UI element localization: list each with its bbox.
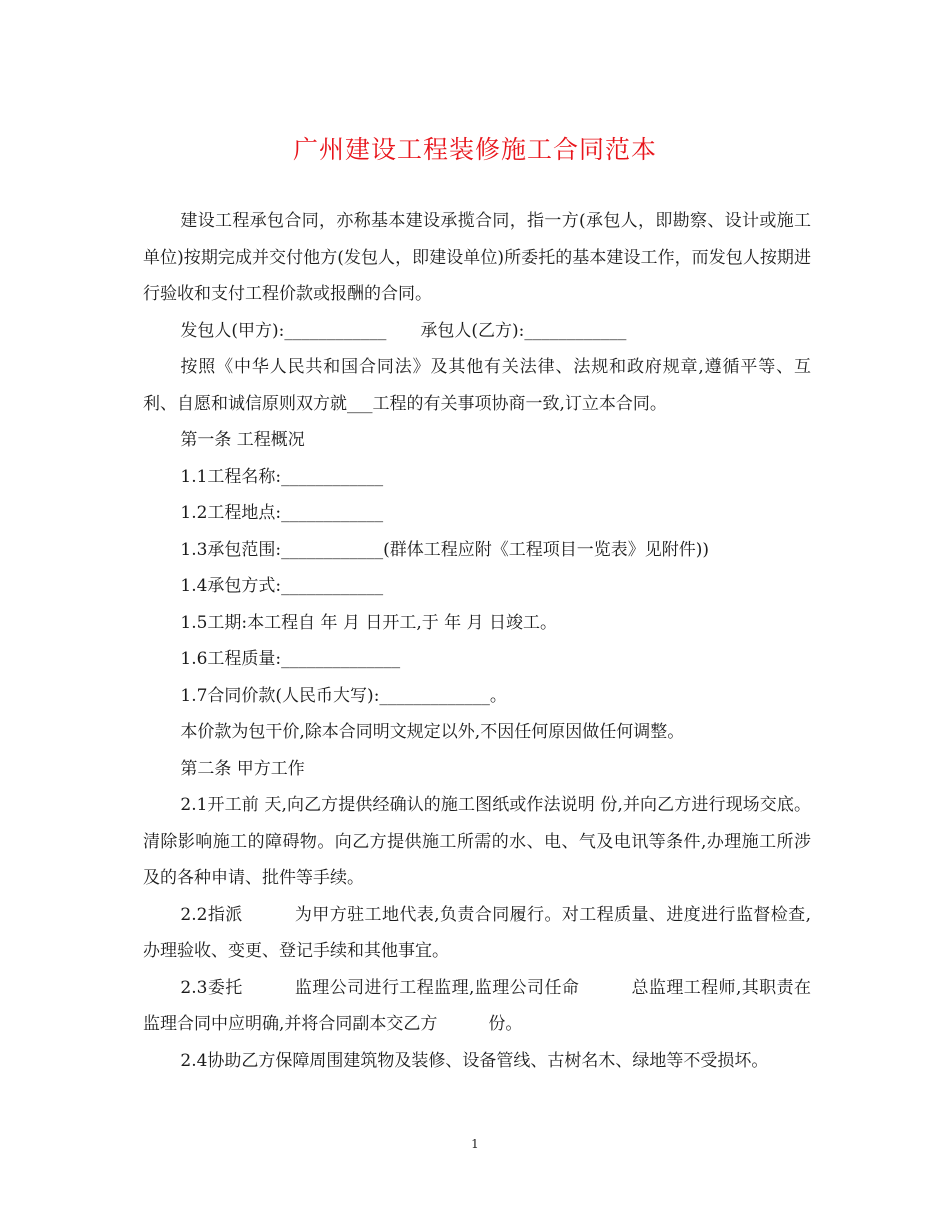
section-heading-2: 第二条 甲方工作	[180, 758, 305, 779]
clause-2-4: 2.4协助乙方保障周围建筑物及装修、设备管线、古树名木、绿地等不受损坏。	[180, 1050, 769, 1071]
section-heading-1: 第一条 工程概况	[180, 430, 305, 450]
paragraph-price-note: 本价款为包干价,除本合同明文规定以外,不因任何原因做任何调整。	[180, 722, 685, 742]
clause-1-3: 1.3承包范围:____________(群体工程应附《工程项目一览表》见附件))	[180, 539, 710, 560]
clause-1-2: 1.2工程地点:____________	[180, 503, 384, 523]
page-number: 1	[471, 1137, 479, 1151]
paragraph-intro: 建设工程承包合同，亦称基本建设承揽合同，指一方(承包人，即勘察、设计或施工单位)按期完成并交付他方(发包人，即建设单位)所委托的基本建设工作，而发包人按期进行验收和支付工程价款或报酬的合同。	[143, 211, 811, 304]
clause-1-5: 1.5工期:本工程自 年 月 日开工,于 年 月 日竣工。	[180, 612, 557, 633]
clause-2-2: 2.2指派 为甲方驻工地代表,负责合同履行。对工程质量、进度进行监督检查,办理验收、变更、登记手续和其他事宜。	[143, 904, 811, 961]
clause-1-1: 1.1工程名称:____________	[180, 466, 384, 487]
clause-1-4: 1.4承包方式:____________	[180, 576, 384, 596]
clause-2-1: 2.1开工前 天,向乙方提供经确认的施工图纸或作法说明 份,并向乙方进行现场交底。清除影响施工的障碍物。向乙方提供施工所需的水、电、气及电讯等条件,办理施工所涉及的各种申请、批件等手续。	[143, 795, 811, 888]
clause-1-7: 1.7合同价款(人民币大写):_____________。	[180, 685, 507, 706]
clause-2-3: 2.3委托 监理公司进行工程监理,监理公司任命 总监理工程师,其职责在监理合同中应明确,并将合同副本交乙方 份。	[143, 977, 811, 1034]
paragraph-preamble: 按照《中华人民共和国合同法》及其他有关法律、法规和政府规章,遵循平等、互利、自愿和诚信原则双方就___工程的有关事项协商一致,订立本合同。	[143, 357, 811, 414]
paragraph-parties: 发包人(甲方):____________ 承包人(乙方):____________	[180, 320, 627, 341]
document-title: 广州建设工程装修施工合同范本	[292, 135, 657, 164]
document-body	[143, 203, 811, 1079]
clause-1-6: 1.6工程质量:______________	[180, 649, 401, 669]
